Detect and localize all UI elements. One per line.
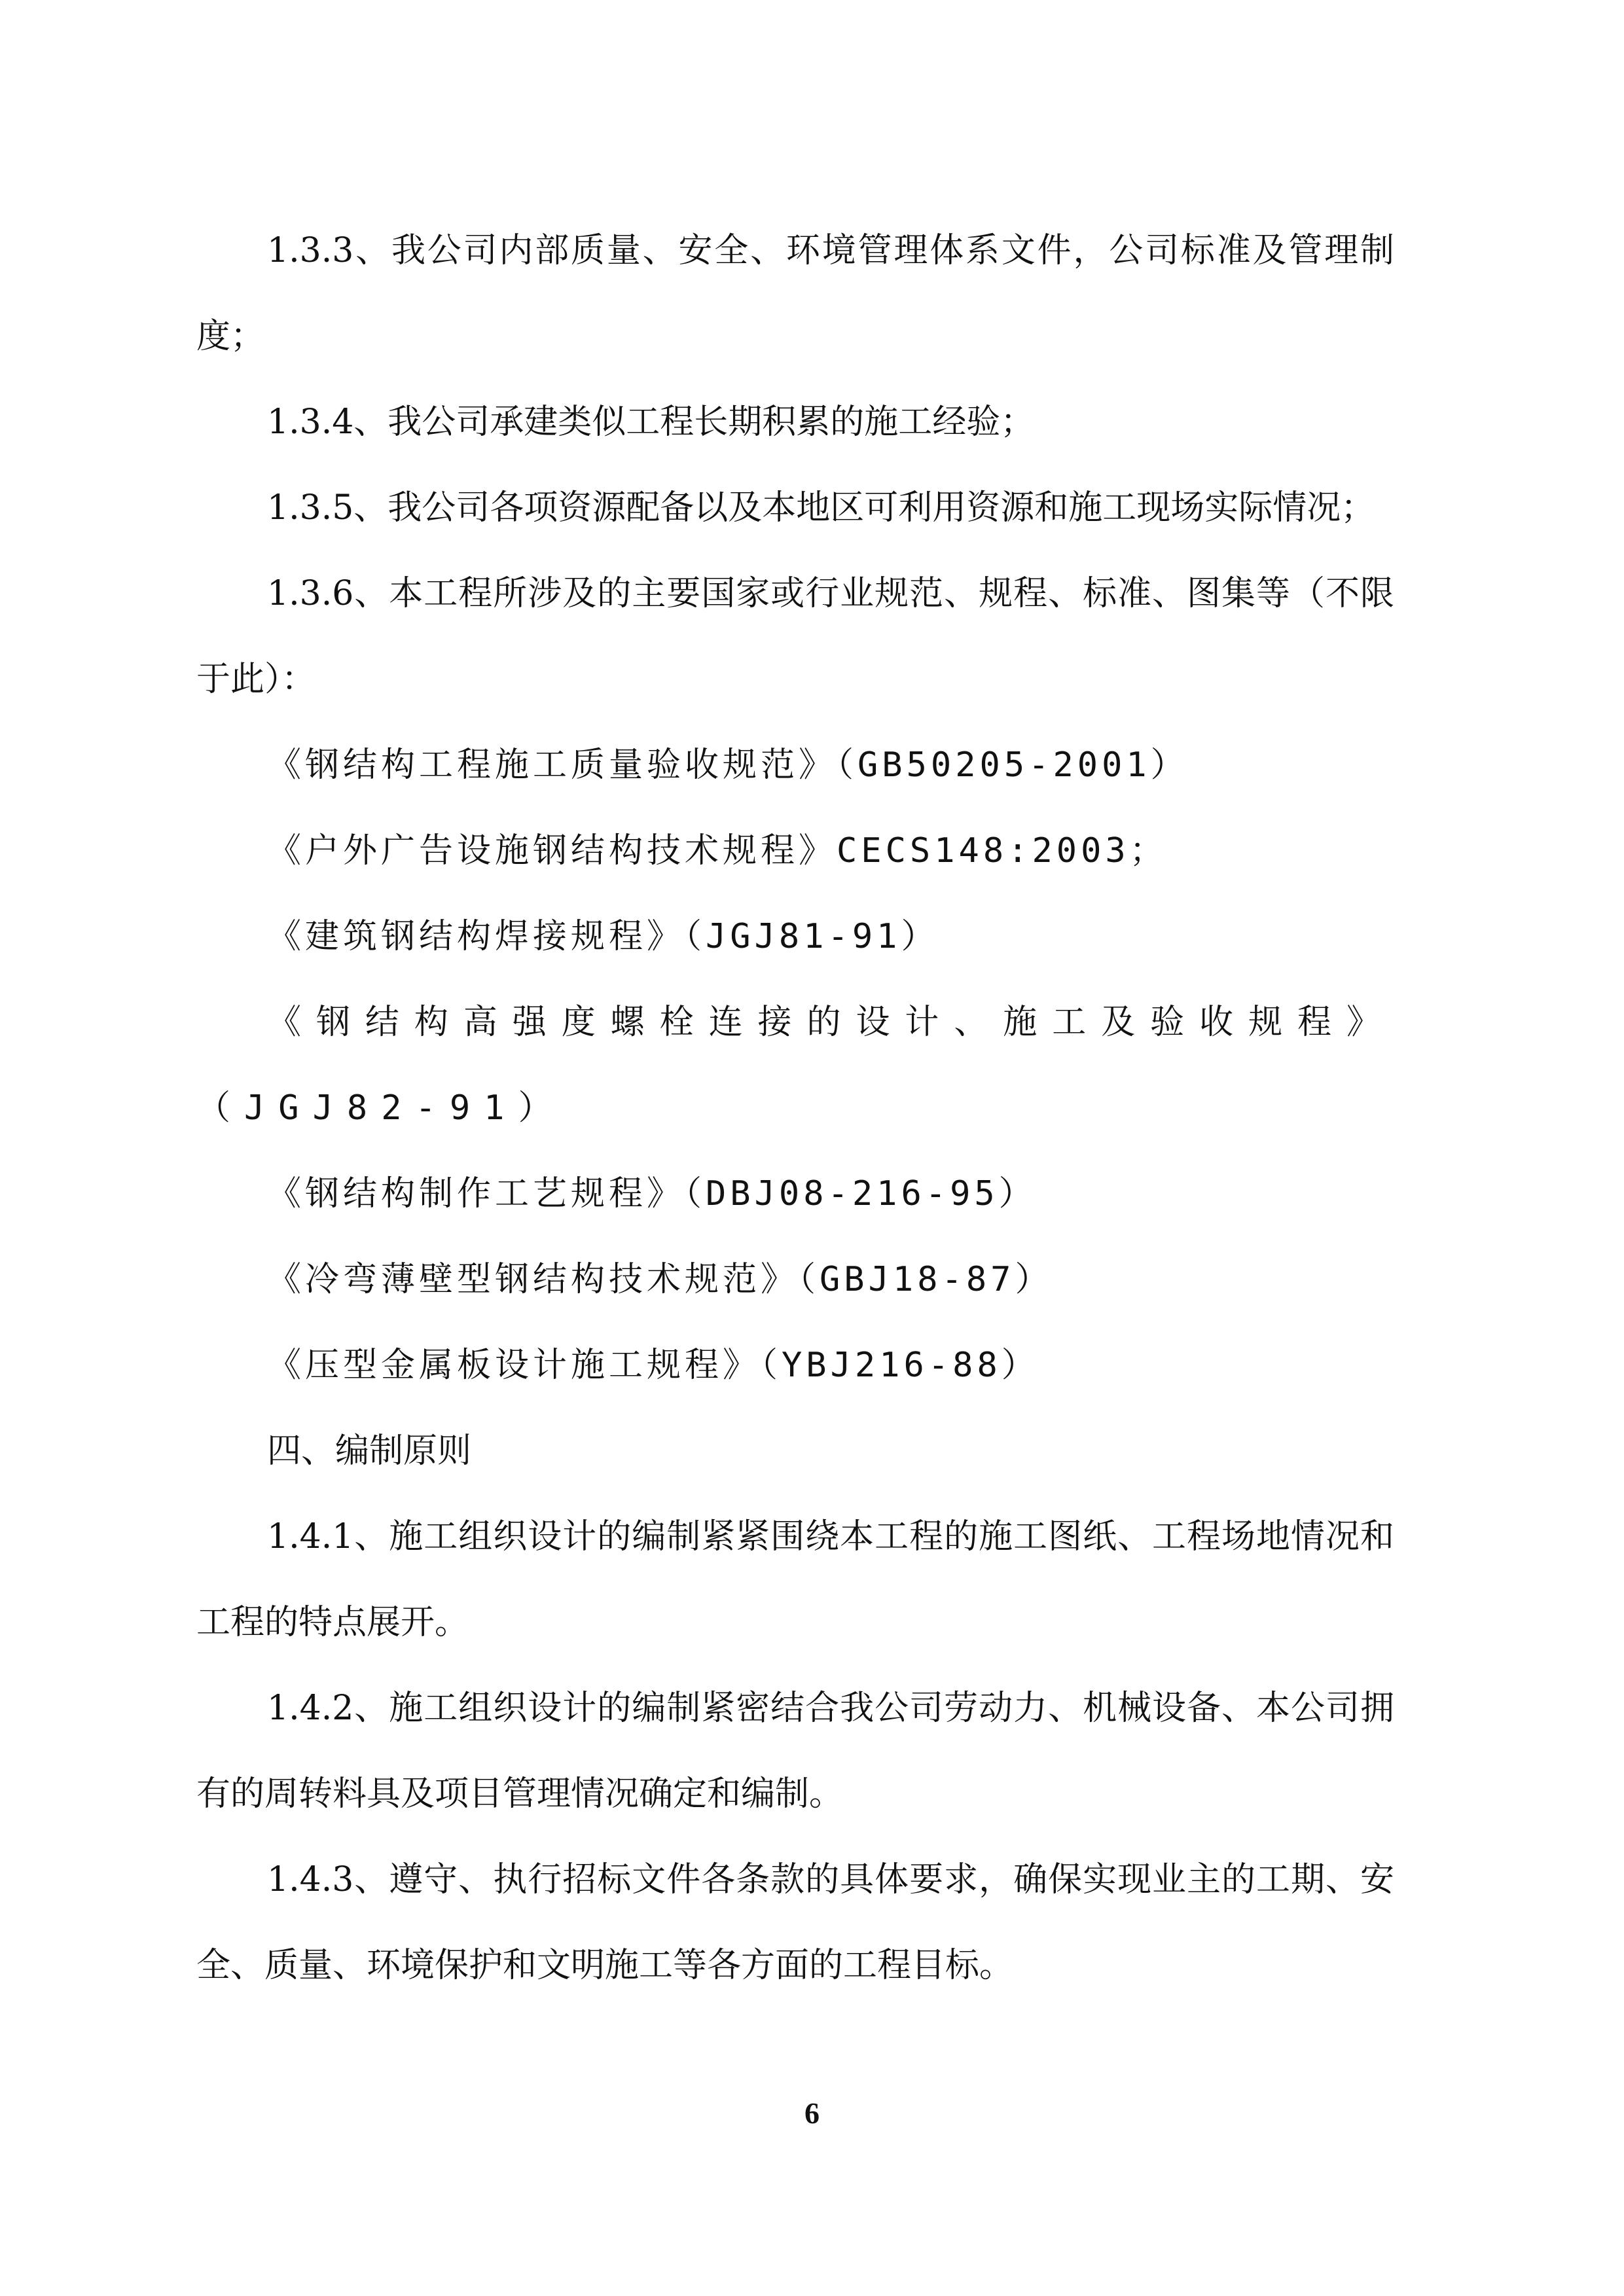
document-body bbox=[196, 208, 1394, 2009]
paragraph-1-4-2: 1.4.2、施工组织设计的编制紧密结合我公司劳动力、机械设备、本公司拥有的周转料具及项目管理情况确定和编制。 bbox=[196, 1689, 1394, 1814]
standard-item: 《户外广告设施钢结构技术规程》CECS148:2003； bbox=[267, 831, 1168, 870]
standard-item: 《钢结构工程施工质量验收规范》（GB50205-2001） bbox=[267, 745, 1189, 785]
standard-item: 《钢结构制作工艺规程》（DBJ08-216-95） bbox=[267, 1174, 1037, 1213]
paragraph-1-4-1: 1.4.1、施工组织设计的编制紧紧围绕本工程的施工图纸、工程场地情况和工程的特点展开。 bbox=[196, 1517, 1394, 1642]
standard-item: 《冷弯薄壁型钢结构技术规范》（GBJ18-87） bbox=[267, 1260, 1053, 1299]
page-number: 6 bbox=[804, 2096, 820, 2130]
paragraph-1-3-3: 1.3.3、我公司内部质量、安全、环境管理体系文件，公司标准及管理制度； bbox=[196, 231, 1394, 356]
paragraph-1-3-4: 1.3.4、我公司承建类似工程长期积累的施工经验； bbox=[267, 403, 1035, 442]
paragraph-1-3-6: 1.3.6、本工程所涉及的主要国家或行业规范、规程、标准、图集等（不限于此）： bbox=[196, 574, 1394, 699]
standard-item: 《钢结构高强度螺栓连接的设计、施工及验收规程》（JGJ82-91） bbox=[196, 1003, 1394, 1128]
paragraph-1-4-3: 1.4.3、遵守、执行招标文件各条款的具体要求，确保实现业主的工期、安全、质量、环境保护和文明施工等各方面的工程目标。 bbox=[196, 1860, 1394, 1985]
standard-item: 《压型金属板设计施工规程》（YBJ216-88） bbox=[267, 1346, 1039, 1385]
paragraph-1-3-5: 1.3.5、我公司各项资源配备以及本地区可利用资源和施工现场实际情况； bbox=[267, 488, 1375, 528]
section-heading: 四、编制原则 bbox=[267, 1431, 472, 1471]
standard-item: 《建筑钢结构焊接规程》（JGJ81-91） bbox=[267, 917, 939, 956]
